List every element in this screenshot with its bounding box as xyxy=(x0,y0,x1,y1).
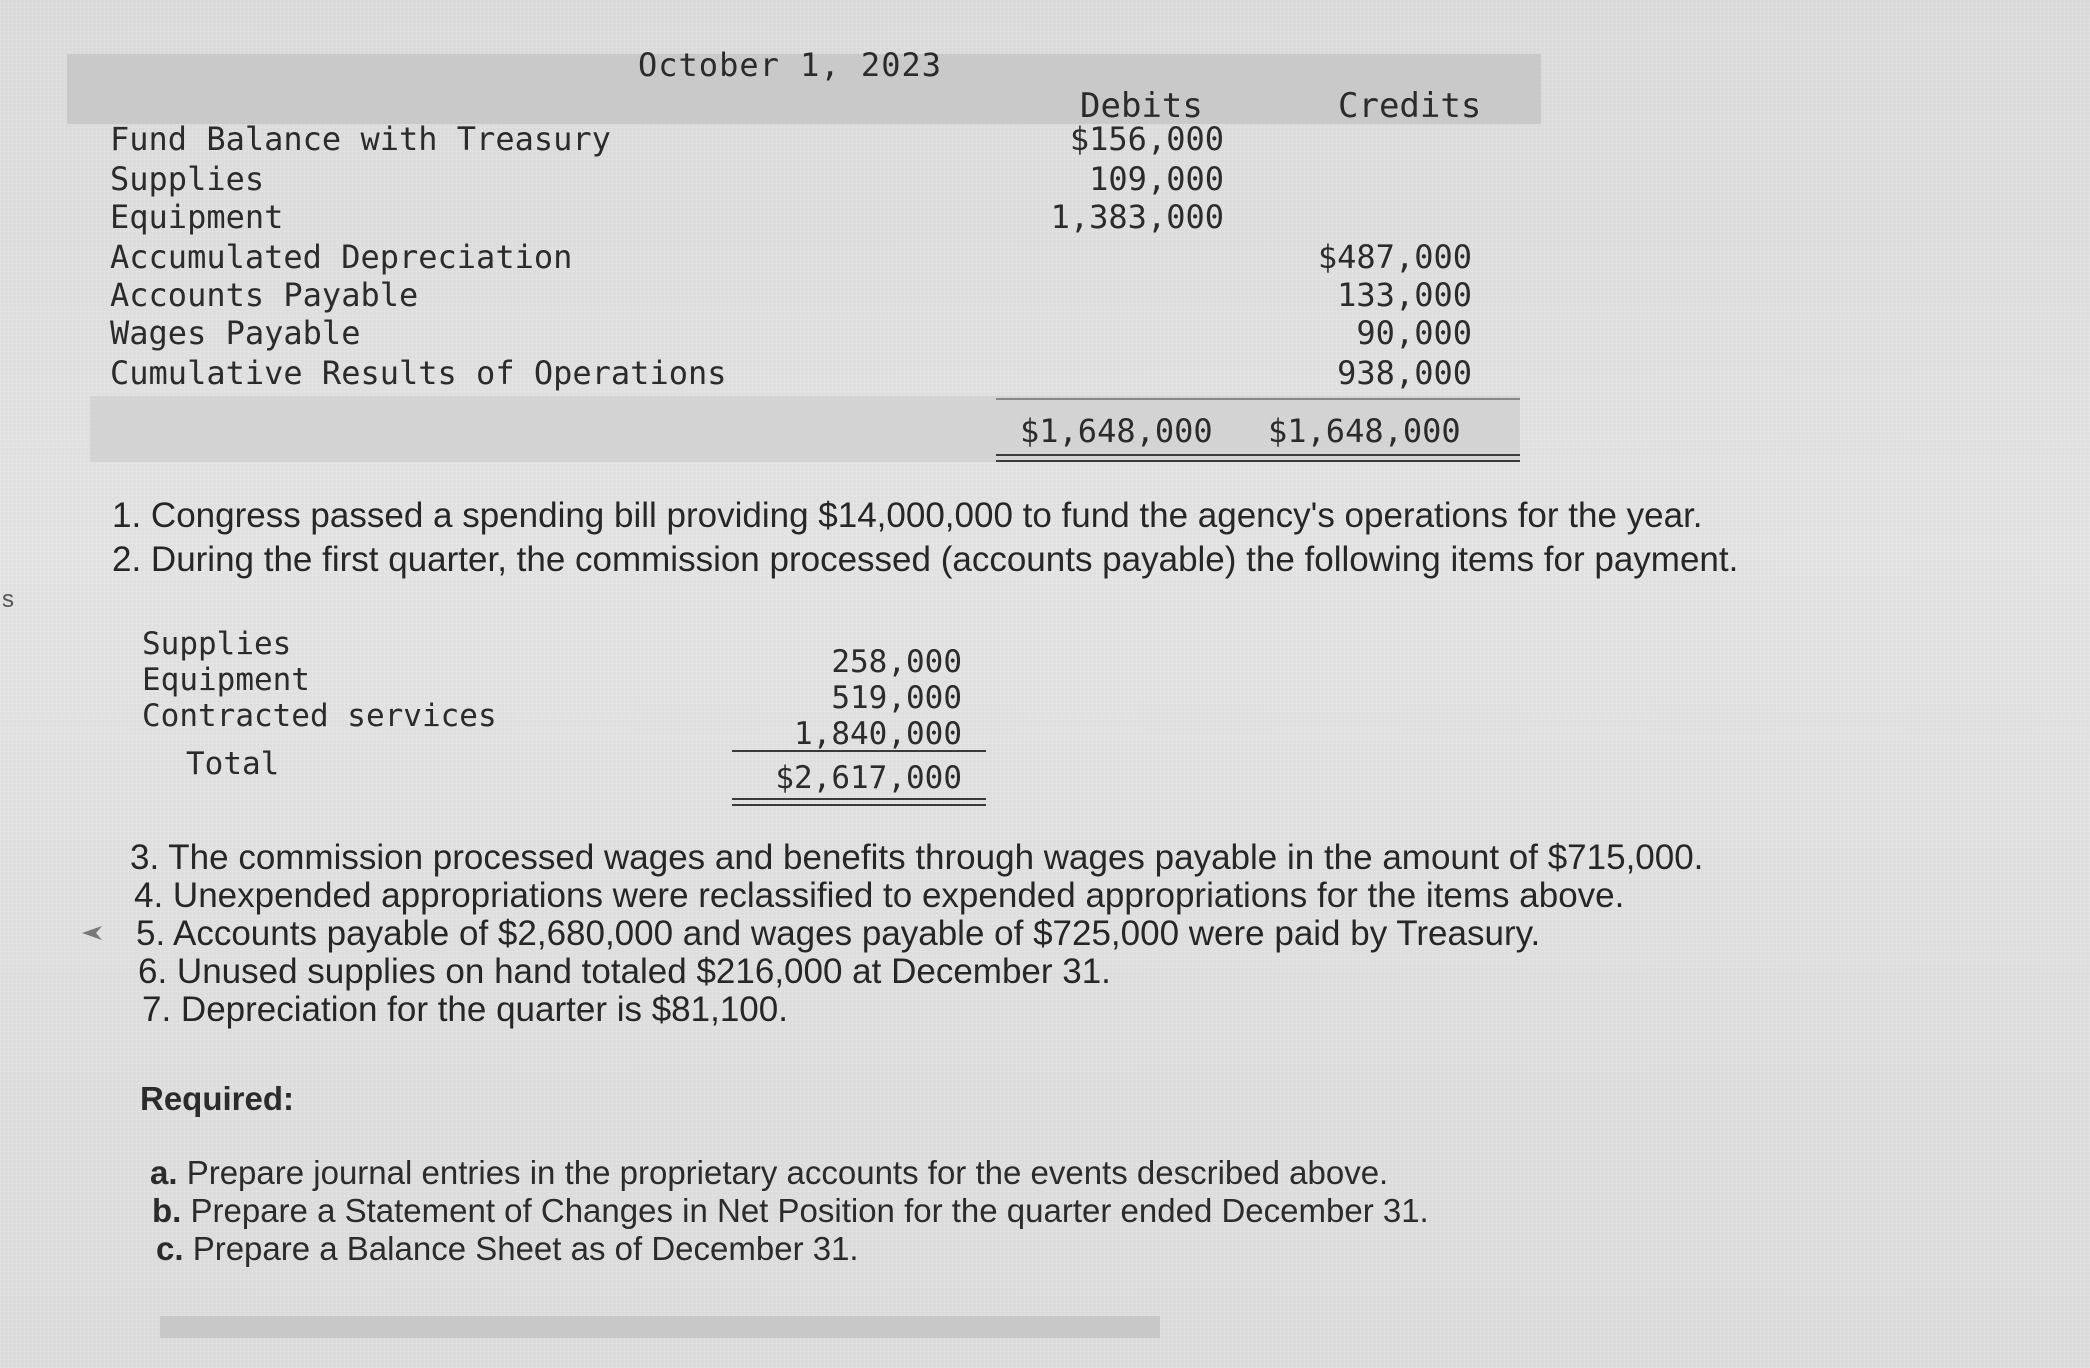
trial-balance-row xyxy=(110,314,1480,352)
event-3: 3. The commission processed wages and benefits through wages payable in the amount of $715,000. xyxy=(130,838,1704,877)
account-name: Fund Balance with Treasury xyxy=(110,120,611,158)
debit-amount: $156,000 xyxy=(1069,120,1224,158)
payable-total-row xyxy=(142,746,962,796)
margin-letter: s xyxy=(2,586,14,613)
event-6: 6. Unused supplies on hand totaled $216,000 at December 31. xyxy=(138,952,1111,991)
account-name: Accounts Payable xyxy=(110,276,419,314)
event-2: 2. During the first quarter, the commission processed (accounts payable) the following items for payment. xyxy=(112,540,1739,579)
payable-amount: 258,000 xyxy=(831,644,962,680)
payable-label: Contracted services xyxy=(142,698,497,734)
double-rule-top xyxy=(996,454,1520,456)
event-5: 5. Accounts payable of $2,680,000 and wages payable of $725,000 were paid by Treasury. xyxy=(136,914,1541,953)
account-name: Accumulated Depreciation xyxy=(110,238,573,276)
debit-amount: 109,000 xyxy=(1089,160,1224,198)
required-item-text: Prepare a Statement of Changes in Net Position for the quarter ended December 31. xyxy=(190,1192,1429,1229)
payable-amount: 1,840,000 xyxy=(794,716,962,752)
account-name: Cumulative Results of Operations xyxy=(110,354,727,392)
payable-amount: 519,000 xyxy=(831,680,962,716)
required-item-c xyxy=(156,1230,859,1268)
account-name: Equipment xyxy=(110,198,284,236)
trial-balance-row xyxy=(110,160,1480,198)
trial-balance-row xyxy=(110,198,1480,236)
payable-total-amount: $2,617,000 xyxy=(775,760,962,796)
event-4: 4. Unexpended appropriations were reclassified to expended appropriations for the items above. xyxy=(134,876,1625,915)
trial-balance-date: October 1, 2023 xyxy=(638,46,942,84)
credit-amount: 90,000 xyxy=(1356,314,1472,352)
trial-balance-row xyxy=(110,238,1480,276)
payable-row xyxy=(142,698,962,752)
credit-amount: 938,000 xyxy=(1337,354,1472,392)
account-name: Supplies xyxy=(110,160,265,198)
event-7: 7. Depreciation for the quarter is $81,100. xyxy=(142,990,788,1029)
debit-amount: 1,383,000 xyxy=(1050,198,1224,236)
required-item-letter: c. xyxy=(156,1230,184,1267)
credit-amount: 133,000 xyxy=(1337,276,1472,314)
payable-label: Equipment xyxy=(142,662,310,698)
payables-double-rule-bottom xyxy=(732,804,986,806)
margin-arrow-icon xyxy=(82,926,102,940)
credit-amount: $487,000 xyxy=(1317,238,1472,276)
required-item-letter: b. xyxy=(152,1192,182,1229)
payables-double-rule-top xyxy=(732,798,986,800)
total-credits: $1,648,000 xyxy=(1268,412,1461,450)
credits-column-header: Credits xyxy=(1338,86,1482,126)
required-item-a xyxy=(150,1154,1388,1192)
required-item-letter: a. xyxy=(150,1154,178,1191)
debits-column-header: Debits xyxy=(1080,86,1203,126)
trial-balance-row xyxy=(110,354,1480,392)
required-heading: Required: xyxy=(140,1080,295,1117)
bottom-band xyxy=(160,1316,1160,1338)
required-item-b xyxy=(152,1192,1429,1230)
event-1: 1. Congress passed a spending bill providing $14,000,000 to fund the agency's operations for the year. xyxy=(112,496,1703,535)
trial-balance-row xyxy=(110,120,1480,158)
double-rule-bottom xyxy=(996,460,1520,462)
required-item-text: Prepare journal entries in the proprietary accounts for the events described above. xyxy=(186,1154,1389,1191)
trial-balance-row xyxy=(110,276,1480,314)
total-debits: $1,648,000 xyxy=(1020,412,1213,450)
account-name: Wages Payable xyxy=(110,314,361,352)
payable-total-label: Total xyxy=(186,746,280,782)
required-item-text: Prepare a Balance Sheet as of December 31. xyxy=(192,1230,859,1267)
payable-label: Supplies xyxy=(142,626,292,662)
